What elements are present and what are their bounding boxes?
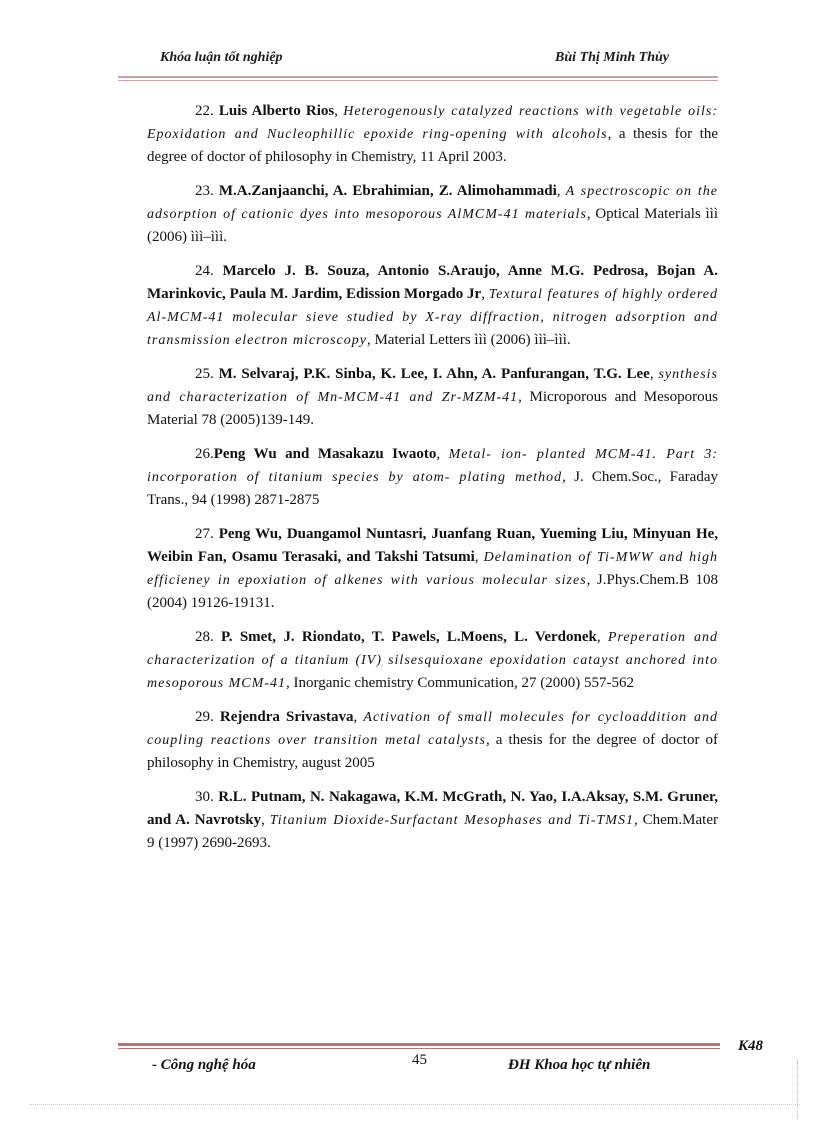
reference-source: , a thesis for the degree of doctor of philosophy in Chemistry, 11 April 2003.: [147, 126, 719, 165]
reference-title: synthesis and characterization of Mn-MCM-41 and Zr-MZM-41: [147, 367, 719, 405]
reference-number: 27.: [195, 526, 214, 542]
reference-number: 24.: [195, 263, 214, 279]
reference-authors: M.A.Zanjaanchi, A. Ebrahimian, Z. Alimohammadi: [218, 183, 557, 199]
header-author: Bùi Thị Minh Thùy: [555, 50, 669, 65]
reference-number: 28.: [195, 629, 214, 645]
reference-title: Heterogenously catalyzed reactions with vegetable oils: Epoxidation and Nucleophillic epoxide ring-opening with alcohols: [147, 104, 719, 142]
reference-item: 28. P. Smet, J. Riondato, T. Pawels, L.Moens, L. Verdonek, Preperation and characterization of a titanium (IV) silsesquioxane epoxidation catayst anchored into mesoporous MCM-41, Inorganic chemistry Communication, 27 (2000) 557-562: [147, 629, 718, 691]
reference-number: 25.: [195, 366, 214, 382]
reference-title: A spectroscopic on the adsorption of cationic dyes into mesoporous AlMCM-41 materials: [147, 184, 718, 222]
header-title: Khóa luận tốt nghiệp: [160, 50, 283, 65]
page-number: 45: [412, 1052, 427, 1068]
reference-source: , Chem.Mater 9 (1997) 2690-2693.: [147, 812, 718, 851]
reference-authors: P. Smet, J. Riondato, T. Pawels, L.Moens, L. Verdonek: [221, 629, 597, 645]
reference-item: 30. R.L. Putnam, N. Nakagawa, K.M. McGrath, N. Yao, I.A.Aksay, S.M. Gruner, and A. Navrotsky, Titanium Dioxide-Surfactant Mesophases and Ti-TMS1, Chem.Mater 9 (1997) 2690-2693.: [147, 789, 719, 851]
reference-authors: M. Selvaraj, P.K. Sinba, K. Lee, I. Ahn, A. Panfurangan, T.G. Lee: [218, 366, 650, 382]
reference-title: Delamination of Ti-MWW and high efficieney in epoxiation of alkenes with various molecular sizes: [147, 550, 718, 588]
reference-number: 22.: [195, 103, 214, 119]
reference-item: 24. Marcelo J. B. Souza, Antonio S.Araujo, Anne M.G. Pedrosa, Bojan A. Marinkovic, Paula M. Jardim, Edission Morgado Jr, Textural features of highly ordered Al-MCM-41 molecular sieve studied by X-ray diffraction, nitrogen adsorption and transmission electron microscopy, Material Letters ììì (2006) ììì–ììì.: [147, 263, 719, 348]
reference-authors: Luis Alberto Rios: [218, 103, 335, 119]
footer-rule-thin: [118, 1048, 720, 1049]
reference-title: Textural features of highly ordered Al-MCM-41 molecular sieve studied by X-ray diffraction, nitrogen adsorption and transmission electron microscopy: [147, 287, 718, 348]
reference-source: , Material Letters ììì (2006) ììì–ììì.: [366, 332, 571, 348]
reference-item: 22. Luis Alberto Rios, Heterogenously catalyzed reactions with vegetable oils: Epoxidation and Nucleophillic epoxide ring-opening with alcohols, a thesis for the degree of doctor of philosophy in Chemistry, 11 April 2003.: [147, 103, 719, 165]
reference-item: 27. Peng Wu, Duangamol Nuntasri, Juanfang Ruan, Yueming Liu, Minyuan He, Weibin Fan, Osamu Terasaki, and Takshi Tatsumi, Delamination of Ti-MWW and high efficieney in epoxiation of alkenes with various molecular sizes, J.Phys.Chem.B 108 (2004) 19126-19131.: [147, 526, 719, 611]
reference-title: Metal- ion- planted MCM-41. Part 3: incorporation of titanium species by atom- plating method: [147, 447, 718, 485]
reference-number: 23.: [195, 183, 214, 199]
reference-authors: Peng Wu, Duangamol Nuntasri, Juanfang Ruan, Yueming Liu, Minyuan He, Weibin Fan, Osamu Terasaki, and Takshi Tatsumi: [147, 526, 719, 565]
reference-item: 26.Peng Wu and Masakazu Iwaoto, Metal- ion- planted MCM-41. Part 3: incorporation of titanium species by atom- plating method, J. Chem.Soc., Faraday Trans., 94 (1998) 2871-2875: [147, 446, 718, 508]
reference-source: , J.Phys.Chem.B 108 (2004) 19126-19131.: [147, 572, 718, 611]
reference-source: , a thesis for the degree of doctor of philosophy in Chemistry, august 2005: [147, 732, 719, 771]
header-rule-thin: [118, 80, 718, 81]
reference-source: , J. Chem.Soc., Faraday Trans., 94 (1998) 2871-2875: [147, 469, 718, 508]
reference-number: 26.: [195, 446, 214, 462]
reference-item: 25. M. Selvaraj, P.K. Sinba, K. Lee, I. Ahn, A. Panfurangan, T.G. Lee, synthesis and characterization of Mn-MCM-41 and Zr-MZM-41, Microporous and Mesoporous Material 78 (2005)139-149.: [147, 366, 719, 428]
reference-authors: Peng Wu and Masakazu Iwaoto: [213, 446, 437, 462]
reference-title: Activation of small molecules for cycloaddition and coupling reactions over transition metal catalysts: [147, 710, 718, 748]
reference-number: 30.: [195, 789, 214, 805]
reference-authors: Rejendra Srivastava: [219, 709, 354, 725]
footer-university: ĐH Khoa học tự nhiên: [508, 1057, 651, 1073]
reference-authors: R.L. Putnam, N. Nakagawa, K.M. McGrath, N. Yao, I.A.Aksay, S.M. Gruner, and A. Navrotsky: [147, 789, 719, 828]
reference-source: , Inorganic chemistry Communication, 27 (2000) 557-562: [285, 675, 634, 691]
footer-class-code: K48: [738, 1038, 764, 1054]
reference-source: , Optical Materials ììì (2006) ììì–ììì.: [147, 206, 718, 245]
page-edge-marker: [797, 1060, 798, 1120]
reference-source: , Microporous and Mesoporous Material 78 (2005)139-149.: [147, 389, 718, 428]
reference-list: [147, 100, 718, 866]
header-rule: [118, 76, 718, 78]
reference-item: 23. M.A.Zanjaanchi, A. Ebrahimian, Z. Alimohammadi, A spectroscopic on the adsorption of cationic dyes into mesoporous AlMCM-41 materials, Optical Materials ììì (2006) ììì–ììì.: [147, 183, 718, 245]
footer-rule: [118, 1043, 720, 1046]
page-bottom-marker: [30, 1104, 800, 1105]
reference-title: Titanium Dioxide-Surfactant Mesophases and Ti-TMS1: [269, 813, 634, 828]
reference-authors: Marcelo J. B. Souza, Antonio S.Araujo, Anne M.G. Pedrosa, Bojan A. Marinkovic, Paula M. Jardim, Edission Morgado Jr: [147, 263, 719, 302]
reference-item: 29. Rejendra Srivastava, Activation of small molecules for cycloaddition and coupling reactions over transition metal catalysts, a thesis for the degree of doctor of philosophy in Chemistry, august 2005: [147, 709, 719, 771]
reference-title: Preperation and characterization of a titanium (IV) silsesquioxane epoxidation catayst anchored into mesoporous MCM-41: [147, 630, 718, 691]
reference-number: 29.: [195, 709, 214, 725]
footer-department: - Công nghệ hóa: [152, 1057, 256, 1073]
